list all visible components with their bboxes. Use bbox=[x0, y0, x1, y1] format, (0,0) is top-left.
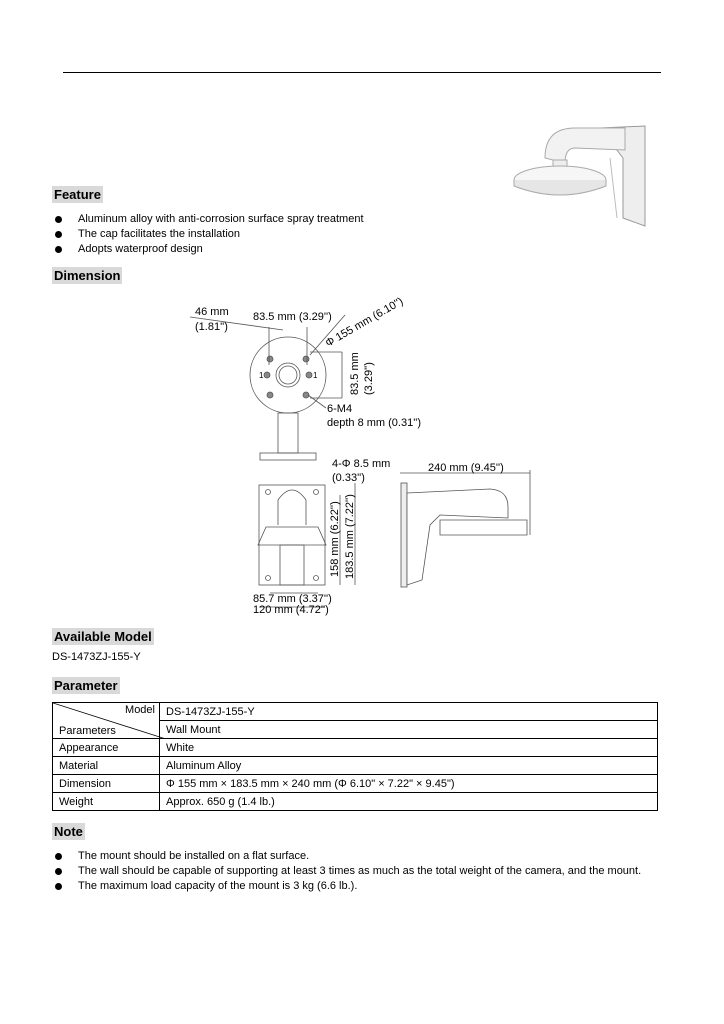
dim-label: 183.5 mm (7.22'') bbox=[344, 494, 356, 579]
param-value: White bbox=[160, 739, 658, 757]
product-image bbox=[505, 118, 665, 228]
dim-label: 85.7 mm (3.37'') bbox=[253, 593, 332, 605]
dim-label: 158 mm (6.22'') bbox=[329, 501, 341, 577]
table-row bbox=[53, 757, 658, 775]
table-row bbox=[53, 793, 658, 811]
model-cell: DS-1473ZJ-155-Y bbox=[160, 703, 658, 721]
feature-heading: Feature bbox=[54, 187, 101, 202]
parameter-heading: Parameter bbox=[54, 678, 118, 693]
param-value: Approx. 650 g (1.4 lb.) bbox=[160, 793, 658, 811]
list-item: The cap facilitates the installation bbox=[52, 227, 364, 242]
header-cell bbox=[53, 703, 160, 739]
dim-label: Φ 155 mm (6.10'') bbox=[323, 295, 406, 350]
dim-label: 46 mm bbox=[195, 306, 229, 318]
available-model-value: DS-1473ZJ-155-Y bbox=[52, 651, 141, 663]
dim-label: 4-Φ 8.5 mm bbox=[332, 458, 391, 470]
param-key: Appearance bbox=[53, 739, 160, 757]
header-model: Model bbox=[125, 704, 155, 716]
list-item: The mount should be installed on a flat surface. bbox=[52, 849, 641, 864]
parameter-table bbox=[52, 702, 658, 811]
dimension-heading: Dimension bbox=[54, 268, 121, 283]
list-item: The maximum load capacity of the mount is 3 kg (6.6 lb.). bbox=[52, 879, 641, 894]
dim-label: (1.81'') bbox=[195, 321, 228, 333]
dim-label: 83.5 mm (3.29'') bbox=[253, 311, 332, 323]
list-item: The wall should be capable of supporting at least 3 times as much as the total weight of the camera, and the mount. bbox=[52, 864, 641, 879]
dim-label: 120 mm (4.72'') bbox=[253, 604, 329, 616]
dim-label: (0.33'') bbox=[332, 472, 365, 484]
param-key: Dimension bbox=[53, 775, 160, 793]
dim-label: 240 mm (9.45'') bbox=[428, 462, 504, 474]
dim-label: 1 bbox=[313, 371, 318, 380]
dimension-drawing bbox=[190, 295, 540, 620]
feature-list bbox=[52, 212, 364, 257]
note-list bbox=[52, 849, 641, 894]
type-cell: Wall Mount bbox=[160, 721, 658, 739]
list-item: Adopts waterproof design bbox=[52, 242, 364, 257]
note-heading: Note bbox=[54, 824, 83, 839]
table-row bbox=[53, 775, 658, 793]
header-rule bbox=[63, 72, 661, 73]
list-item: Aluminum alloy with anti-corrosion surface spray treatment bbox=[52, 212, 364, 227]
param-value: Φ 155 mm × 183.5 mm × 240 mm (Φ 6.10" × 7.22" × 9.45") bbox=[160, 775, 658, 793]
param-value: Aluminum Alloy bbox=[160, 757, 658, 775]
dim-label: depth 8 mm (0.31'') bbox=[327, 417, 422, 429]
param-key: Weight bbox=[53, 793, 160, 811]
dim-label: (3.29'') bbox=[363, 362, 375, 395]
available-model-heading: Available Model bbox=[54, 629, 152, 644]
dim-label: 83.5 mm bbox=[349, 352, 361, 395]
param-key: Material bbox=[53, 757, 160, 775]
dim-label: 6-M4 bbox=[327, 403, 353, 415]
header-parameters: Parameters bbox=[59, 725, 116, 737]
table-row bbox=[53, 739, 658, 757]
dim-label: 1 bbox=[259, 371, 264, 380]
